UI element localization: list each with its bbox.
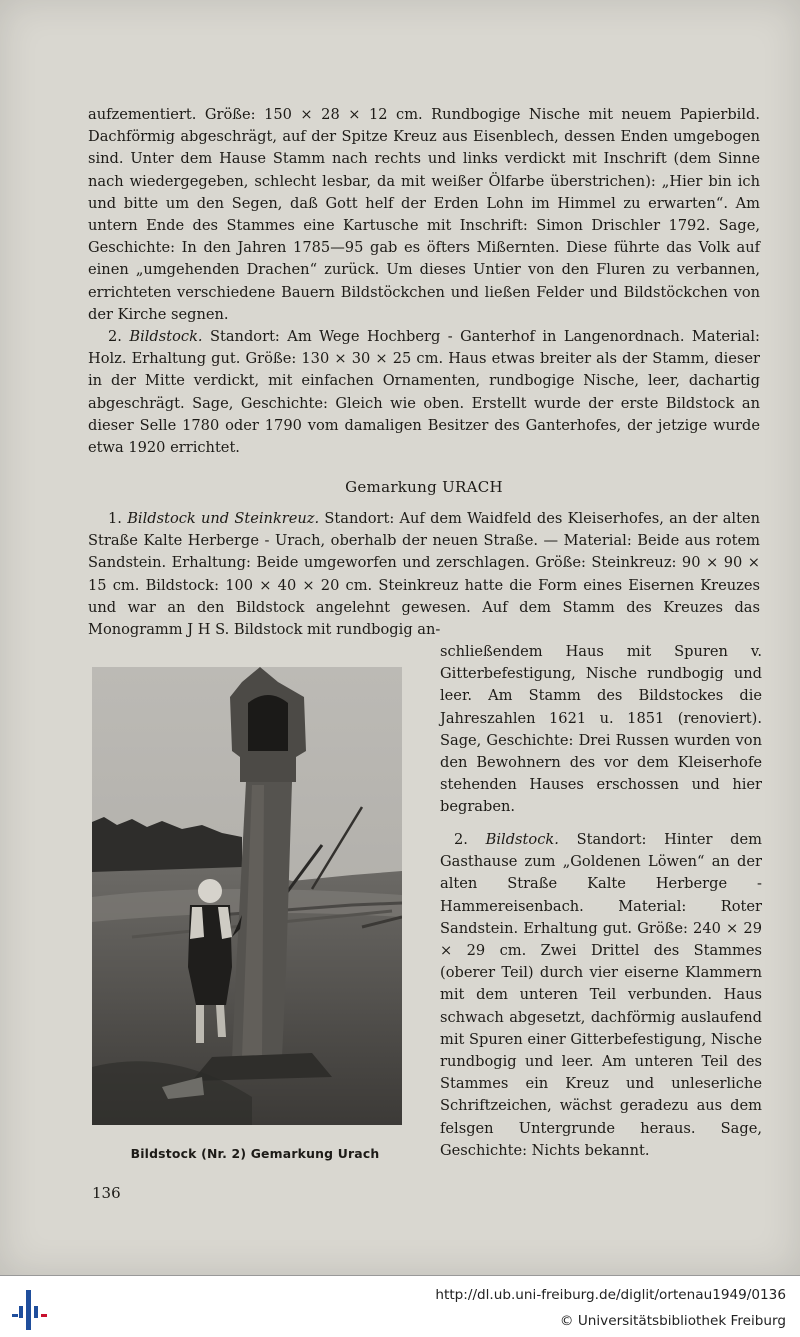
paragraph-bildstock-2-langenordnach: [88, 326, 760, 459]
photo-caption: Bildstock (Nr. 2) Gemarkung Urach: [130, 1146, 380, 1161]
item-number: 2.: [454, 831, 486, 848]
item-text: Standort: Am Wege Hochberg - Ganterhof in Langenordnach. Material: Holz. Erhaltung gut. Größe: 130 ⨯ 30 ⨯ 25 cm. Haus etwas breiter als der Stamm, dieser in der Mitte verdickt, mit einfachen Ornamenten, rundbogige Nische, leer, dachartig abgeschrägt. Sage, Geschichte: Gleich wie oben. Erstellt wurde der erste Bildstock an dieser Selle 1780 oder 1790 vom damaligen Besitzer des Ganterhofes, der jetzige wurde etwa 1920 errichtet.: [88, 328, 760, 457]
paragraph-continuation: schließendem Haus mit Spuren v. Gitterbefestigung, Nische rundbogig und leer. Am Stamm des Bildstockes die Jahreszahlen 1621 u. 1851 (renoviert). Sage, Geschichte: Drei Russen wurden von den Bewohnern des vor dem Kleiserhofe stehenden Hauses erschossen und hier begraben.: [440, 643, 762, 816]
item-title: Bildstock.: [485, 831, 559, 848]
item-text: Standort: Auf dem Waidfeld des Kleiserhofes, an der alten Straße Kalte Herberge - Urach, oberhalb der neuen Straße. — Material: Beide aus rotem Sandstein. Erhaltung: Beide umgeworfen und zerschlagen. Größe: Steinkreuz: 90 ⨯ 90 ⨯ 15 cm. Bildstock: 100 ⨯ 40 ⨯ 20 cm. Steinkreuz hatte die Form eines Eisernen Kreuzes und war an den Bildstock angelehnt gewesen. Auf dem Stamm des Kreuzes das Monogramm J H S. Bildstock mit rundbogig an-: [88, 510, 760, 639]
item-number: 1.: [108, 510, 128, 527]
page-number: 136: [92, 1184, 121, 1202]
source-url-link[interactable]: http://dl.ub.uni-freiburg.de/diglit/ortenau1949/0136: [435, 1287, 786, 1303]
section-heading: Gemarkung URACH: [345, 478, 503, 496]
viewer-footer: [0, 1275, 800, 1337]
copyright-text: © Universitätsbibliothek Freiburg: [559, 1313, 786, 1329]
item-text: Standort: Hinter dem Gasthause zum „Goldenen Löwen“ an der alten Straße Kalte Herberge - Hammereisenbach. Material: Roter Sandstein. Erhaltung gut. Größe: 240 ⨯ 29 ⨯ 29 cm. Zwei Drittel des Stammes (oberer Teil) durch vier eiserne Klammern mit dem unteren Teil verbunden. Haus schwach abgesetzt, dachförmig auslaufend mit Spuren einer Gitterbefestigung, Nische rundbogig und leer. Am unteren Teil des Stammes ein Kreuz und unleserliche Schriftzeichen, wächst geradezu aus dem felsgen Untergrunde heraus. Sage, Geschichte: Nichts bekannt.: [440, 831, 762, 1159]
bildstock-photo: [92, 667, 402, 1125]
paragraph-bildstock-steinkreuz-1: [88, 508, 760, 641]
item-title: Bildstock und Steinkreuz.: [127, 510, 320, 527]
item-number: 2.: [108, 328, 130, 345]
item-title: Bildstock.: [129, 328, 203, 345]
paragraph-bildstock-2-urach: [440, 829, 762, 1162]
paragraph-intro: aufzementiert. Größe: 150 ⨯ 28 ⨯ 12 cm. Rundbogige Nische mit neuem Papierbild. Dachförmig abgeschrägt, auf der Spitze Kreuz aus Eisenblech, dessen Enden umgebogen sind. Unter dem Hause Stamm nach rechts und links verdickt mit Inschrift (dem Sinne nach wiedergegeben, schlecht lesbar, da mit weißer Ölfarbe überstrichen): „Hier bin ich und bitte um den Segen, daß Gott helf der Erden Lohn im Himmel zu erwarten“. Am untern Ende des Stammes eine Kartusche mit Inschrift: Simon Drischler 1792. Sage, Geschichte: In den Jahren 1785—95 gab es öfters Mißernten. Diese führte das Volk auf einen „umgehenden Drachen“ zurück. Um dieses Untier von den Fluren zu verbannen, errichteten verschiedene Bauern Bildstöckchen und ließen Felder und Bildstöckchen von der Kirche segnen.: [88, 106, 760, 323]
ub-freiburg-logo-icon: [8, 1286, 52, 1330]
